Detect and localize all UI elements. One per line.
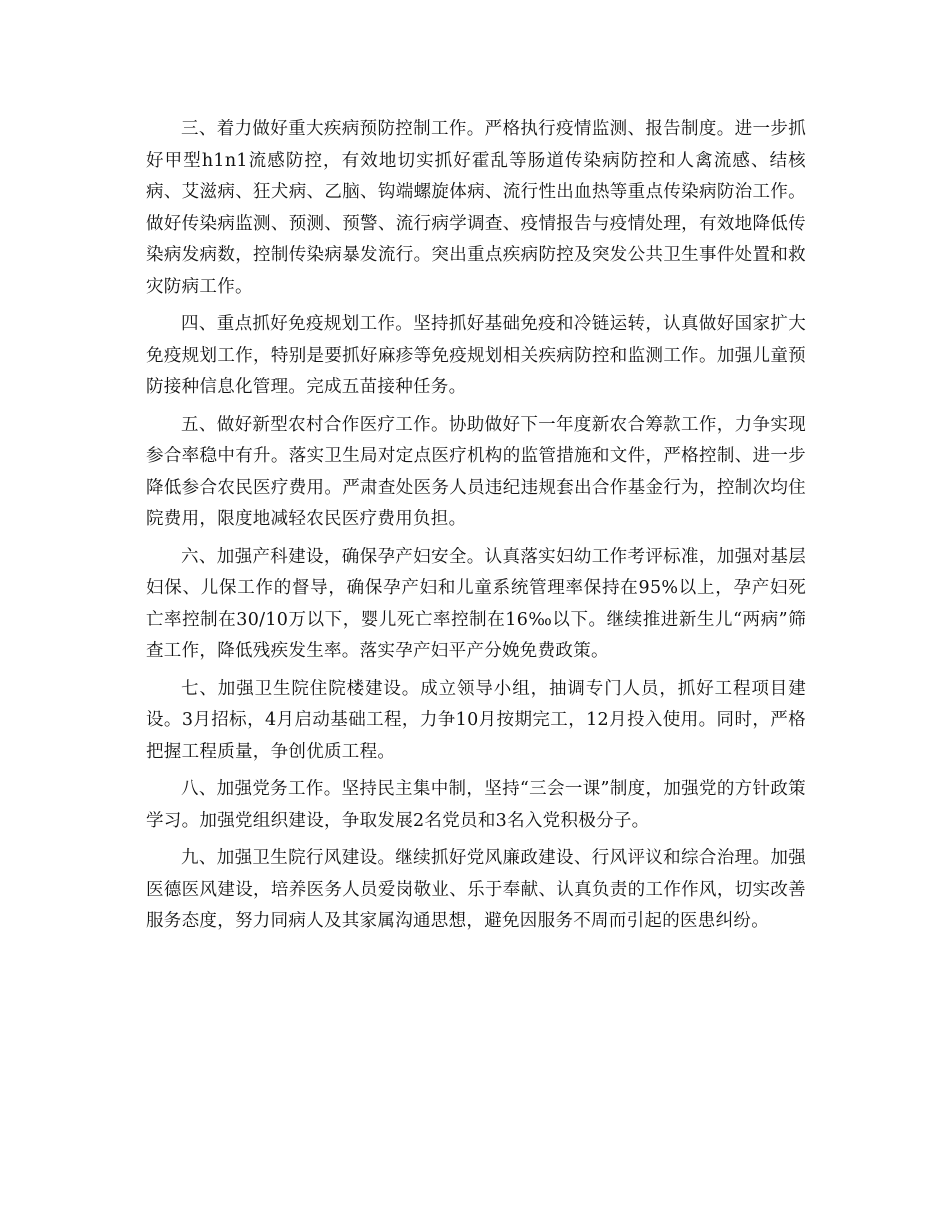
paragraph-immunization: 四、重点抓好免疫规划工作。坚持抓好基础免疫和冷链运转，认真做好国家扩大免疫规划工作，特别是要抓好麻疹等免疫规划相关疾病防控和监测工作。加强儿童预防接种信息化管理。完成五苗接种任务。 bbox=[146, 314, 806, 397]
paragraph-rural-cooperative-medical: 五、做好新型农村合作医疗工作。协助做好下一年度新农合筹款工作，力争实现参合率稳中有升。落实卫生局对定点医疗机构的监管措施和文件，严格控制、进一步降低参合农民医疗费用。严肃查处医务人员违纪违规套出合作基金行为，控制次均住院费用，限度地减轻农民医疗费用负担。 bbox=[146, 414, 806, 529]
paragraph-obstetrics: 六、加强产科建设，确保孕产妇安全。认真落实妇幼工作考评标准，加强对基层妇保、儿保工作的督导，确保孕产妇和儿童系统管理率保持在95%以上，孕产妇死亡率控制在30/10万以下，婴儿死亡率控制在16‰以下。继续推进新生儿“两病”筛查工作，降低残疾发生率。落实孕产妇平产分娩免费政策。 bbox=[146, 546, 806, 661]
paragraph-disease-control: 三、着力做好重大疾病预防控制工作。严格执行疫情监测、报告制度。进一步抓好甲型h1n1流感防控，有效地切实抓好霍乱等肠道传染病防控和人禽流感、结核病、艾滋病、狂犬病、乙脑、钩端螺旋体病、流行性出血热等重点传染病防治工作。做好传染病监测、预测、预警、流行病学调查、疫情报告与疫情处理，有效地降低传染病发病数，控制传染病暴发流行。突出重点疾病防控及突发公共卫生事件处置和救灾防病工作。 bbox=[146, 119, 806, 297]
paragraph-conduct-building: 九、加强卫生院行风建设。继续抓好党风廉政建设、行风评议和综合治理。加强医德医风建设，培养医务人员爱岗敬业、乐于奉献、认真负责的工作作风，切实改善服务态度，努力同病人及其家属沟通思想，避免因服务不周而引起的医患纠纷。 bbox=[146, 848, 806, 931]
paragraph-party-affairs: 八、加强党务工作。坚持民主集中制，坚持“三会一课”制度，加强党的方针政策学习。加强党组织建设，争取发展2名党员和3名入党积极分子。 bbox=[146, 779, 806, 831]
document-body bbox=[146, 114, 806, 944]
paragraph-inpatient-building: 七、加强卫生院住院楼建设。成立领导小组，抽调专门人员，抓好工程项目建设。3月招标，4月启动基础工程，力争10月按期完工，12月投入使用。同时，严格把握工程质量，争创优质工程。 bbox=[146, 678, 806, 762]
